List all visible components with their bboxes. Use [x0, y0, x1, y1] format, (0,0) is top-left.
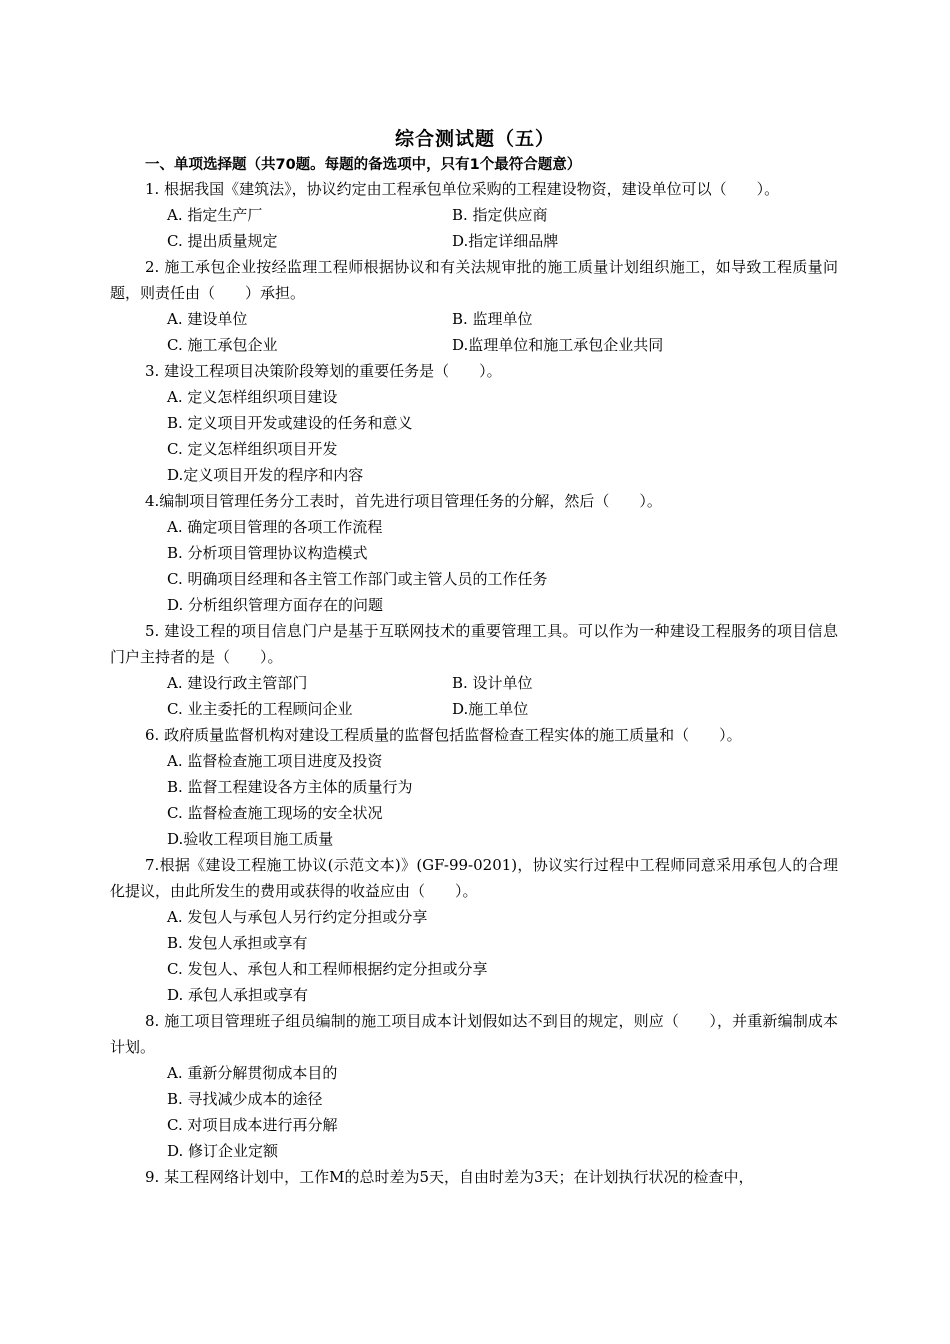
question-5: 5. 建设工程的项目信息门户是基于互联网技术的重要管理工具。可以作为一种建设工程服务的项目信息门户主持者的是（ ）。 [110, 622, 838, 666]
option-b: B. 指定供应商 [452, 206, 548, 224]
option-d: D.定义项目开发的程序和内容 [167, 466, 364, 484]
option-c: C. 监督检查施工现场的安全状况 [167, 804, 383, 822]
question-1-options [110, 202, 838, 254]
option-d: D.施工单位 [452, 700, 529, 718]
question-5-options [110, 670, 838, 722]
option-c: C. 明确项目经理和各主管工作部门或主管人员的工作任务 [167, 570, 548, 588]
question-1: 1. 根据我国《建筑法》，协议约定由工程承包单位采购的工程建设物资，建设单位可以（ ）。 [145, 180, 780, 198]
page-title: 综合测试题（五） [394, 128, 555, 150]
option-d: D. 承包人承担或享有 [167, 986, 309, 1004]
option-d: D.验收工程项目施工质量 [167, 830, 334, 848]
option-a: A. 建设行政主管部门 [167, 674, 308, 692]
question-6-options [110, 748, 838, 852]
option-b: B. 定义项目开发或建设的任务和意义 [167, 414, 413, 432]
option-b: B. 发包人承担或享有 [167, 934, 308, 952]
option-a: A. 确定项目管理的各项工作流程 [167, 518, 383, 536]
option-b: B. 监督工程建设各方主体的质量行为 [167, 778, 413, 796]
question-6: 6. 政府质量监督机构对建设工程质量的监督包括监督检查工程实体的施工质量和（ ）。 [145, 726, 742, 744]
option-a: A. 重新分解贯彻成本目的 [167, 1064, 338, 1082]
option-c: C. 对项目成本进行再分解 [167, 1116, 338, 1134]
option-d: D. 修订企业定额 [167, 1142, 279, 1160]
question-2-options [110, 306, 838, 358]
question-3-options [110, 384, 838, 488]
option-a: A. 监督检查施工项目进度及投资 [167, 752, 383, 770]
option-a: A. 发包人与承包人另行约定分担或分享 [167, 908, 428, 926]
question-4-options [110, 514, 838, 618]
option-a: A. 指定生产厂 [167, 206, 263, 224]
question-8-options [110, 1060, 838, 1164]
option-b: B. 寻找减少成本的途径 [167, 1090, 323, 1108]
question-9: 9. 某工程网络计划中，工作M的总时差为5天，自由时差为3天；在计划执行状况的检查中， [145, 1168, 754, 1186]
question-4: 4.编制项目管理任务分工表时，首先进行项目管理任务的分解，然后（ ）。 [145, 492, 662, 510]
question-list [110, 176, 838, 1190]
option-d: D.指定详细品牌 [452, 232, 559, 250]
option-c: C. 发包人、承包人和工程师根据约定分担或分享 [167, 960, 488, 978]
option-c: C. 业主委托的工程顾问企业 [167, 700, 353, 718]
option-a: A. 建设单位 [167, 310, 248, 328]
question-7-options [110, 904, 838, 1008]
question-7: 7.根据《建设工程施工协议(示范文本)》(GF-99-0201)，协议实行过程中工程师同意采用承包人的合理化提议，由此所发生的费用或获得的收益应由（ ）。 [110, 856, 838, 900]
option-c: C. 定义怎样组织项目开发 [167, 440, 338, 458]
option-b: B. 设计单位 [452, 674, 533, 692]
option-d: D. 分析组织管理方面存在的问题 [167, 596, 384, 614]
question-3: 3. 建设工程项目决策阶段筹划的重要任务是（ ）。 [145, 362, 502, 380]
option-c: C. 施工承包企业 [167, 336, 278, 354]
question-2: 2. 施工承包企业按经监理工程师根据协议和有关法规审批的施工质量计划组织施工，如导致工程质量问题，则责任由（ ）承担。 [110, 258, 838, 302]
question-8: 8. 施工项目管理班子组员编制的施工项目成本计划假如达不到目的规定，则应（ ），并重新编制成本计划。 [110, 1012, 838, 1056]
option-a: A. 定义怎样组织项目建设 [167, 388, 338, 406]
option-b: B. 分析项目管理协议构造模式 [167, 544, 368, 562]
option-b: B. 监理单位 [452, 310, 533, 328]
section-heading: 一、单项选择题（共70题。每题的备选项中，只有1个最符合题意） [145, 157, 582, 173]
option-d: D.监理单位和施工承包企业共同 [452, 336, 664, 354]
option-c: C. 提出质量规定 [167, 232, 278, 250]
